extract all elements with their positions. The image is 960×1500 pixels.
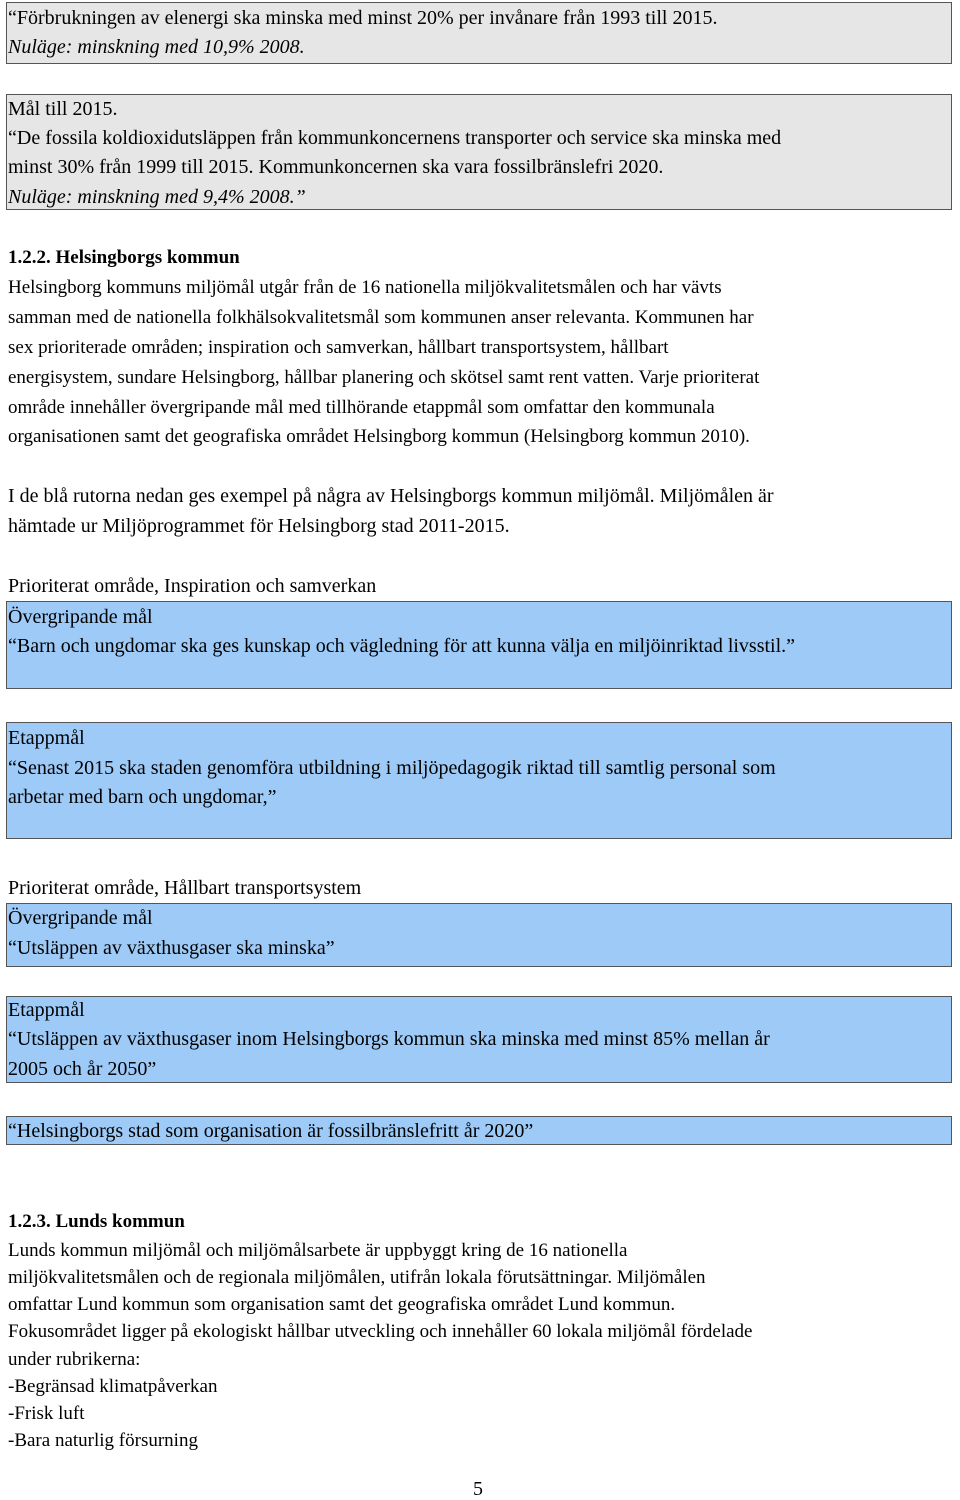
quote-line: “Förbrukningen av elenergi ska minska med minst 20% per invånare från 1993 till 2015. — [8, 7, 718, 29]
paragraph-line: hämtade ur Miljöprogrammet för Helsingborg stad 2011-2015. — [8, 515, 510, 537]
priority-area-title: Prioriterat område, Inspiration och samverkan — [8, 575, 377, 597]
status-line: Nuläge: minskning med 9,4% 2008.” — [8, 186, 306, 208]
list-item: -Bara naturlig försurning — [8, 1430, 198, 1451]
list-item: -Begränsad klimatpåverkan — [8, 1376, 218, 1397]
extra-goal-text: “Helsingborgs stad som organisation är fossilbränslefritt år 2020” — [8, 1120, 534, 1142]
paragraph-line: under rubrikerna: — [8, 1349, 141, 1370]
stage-goal-text: “Senast 2015 ska staden genomföra utbildning i miljöpedagogik riktad till samtlig personal som — [8, 757, 776, 779]
paragraph-line: miljökvalitetsmålen och de regionala miljömålen, utifrån lokala förutsättningar. Miljömålen — [8, 1267, 706, 1288]
stage-goal-text: 2005 och år 2050” — [8, 1058, 157, 1080]
goal-text: “Utsläppen av växthusgaser ska minska” — [8, 937, 335, 959]
stage-goal-label: Etappmål — [8, 999, 85, 1021]
paragraph-line: omfattar Lund kommun som organisation samt det geografiska området Lund kommun. — [8, 1294, 676, 1315]
paragraph-line: Helsingborg kommuns miljömål utgår från de 16 nationella miljökvalitetsmålen och har vävts — [8, 277, 722, 298]
status-line: Nuläge: minskning med 10,9% 2008. — [8, 36, 305, 58]
paragraph-line: I de blå rutorna nedan ges exempel på några av Helsingborgs kommun miljömål. Miljömålen är — [8, 485, 774, 507]
paragraph-line: organisationen samt det geografiska området Helsingborg kommun (Helsingborg kommun 2010). — [8, 426, 750, 447]
paragraph-line: Fokusområdet ligger på ekologiskt hållbar utveckling och innehåller 60 lokala miljömål fördelade — [8, 1321, 753, 1342]
page-number: 5 — [473, 1478, 483, 1500]
paragraph-line: samman med de nationella folkhälsokvalitetsmål som kommunen anser relevanta. Kommunen har — [8, 307, 754, 328]
section-heading-helsingborg: 1.2.2. Helsingborgs kommun — [8, 247, 240, 268]
goal-year-line: Mål till 2015. — [8, 98, 118, 120]
stage-goal-text: “Utsläppen av växthusgaser inom Helsingborgs kommun ska minska med minst 85% mellan år — [8, 1028, 770, 1050]
stage-goal-text: arbetar med barn och ungdomar,” — [8, 786, 277, 808]
paragraph-line: område innehåller övergripande mål med tillhörande etappmål som omfattar den kommunala — [8, 397, 715, 418]
goal-label: Övergripande mål — [8, 907, 153, 929]
section-heading-lund: 1.2.3. Lunds kommun — [8, 1211, 185, 1232]
paragraph-line: sex prioriterade områden; inspiration och samverkan, hållbart transportsystem, hållbart — [8, 337, 669, 358]
list-item: -Frisk luft — [8, 1403, 85, 1424]
paragraph-line: Lunds kommun miljömål och miljömålsarbete är uppbyggt kring de 16 nationella — [8, 1240, 628, 1261]
goal-text: “Barn och ungdomar ska ges kunskap och vägledning för att kunna välja en miljöinriktad livsstil.” — [8, 635, 796, 657]
stage-goal-box — [6, 722, 952, 839]
quote-line: minst 30% från 1999 till 2015. Kommunkoncernen ska vara fossilbränslefri 2020. — [8, 156, 664, 178]
goal-label: Övergripande mål — [8, 606, 153, 628]
paragraph-line: energisystem, sundare Helsingborg, hållbar planering och skötsel samt rent vatten. Varje prioriterat — [8, 367, 760, 388]
quote-line: “De fossila koldioxidutsläppen från kommunkoncernens transporter och service ska minska med — [8, 127, 782, 149]
priority-area-title: Prioriterat område, Hållbart transportsystem — [8, 877, 362, 899]
stage-goal-label: Etappmål — [8, 727, 85, 749]
